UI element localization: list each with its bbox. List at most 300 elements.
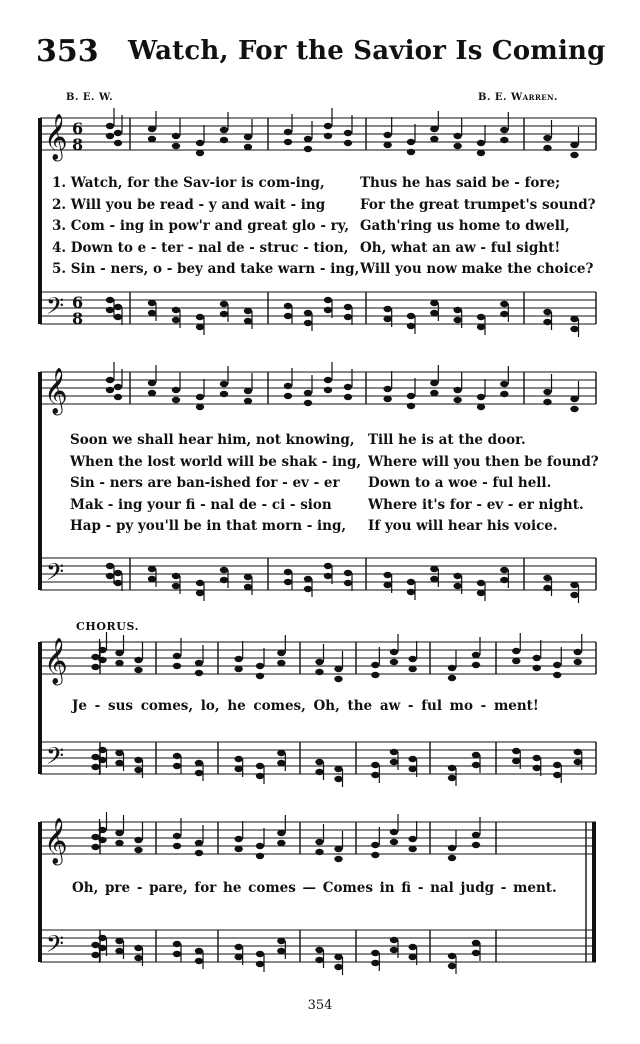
note-head — [324, 307, 332, 313]
note-head — [195, 850, 203, 856]
note-head — [390, 947, 398, 953]
note-head — [390, 659, 398, 665]
note-head — [574, 759, 582, 765]
note-head — [408, 766, 416, 772]
verse-line: 4. Down to e - ter - nal de - struc - tion, Oh, what an aw - ful sight! — [52, 239, 561, 256]
note-head — [344, 570, 352, 576]
note-head — [390, 937, 398, 943]
note-head — [284, 303, 292, 309]
note-head — [304, 136, 312, 142]
note-head — [195, 948, 203, 954]
note-head — [477, 140, 485, 146]
note-head — [477, 150, 485, 156]
note-head — [134, 767, 142, 773]
bass-staff-1 — [40, 292, 596, 324]
note-head — [173, 951, 181, 957]
note-head — [91, 764, 99, 770]
note-head — [512, 748, 520, 754]
note-head — [114, 570, 122, 576]
note-head — [114, 140, 122, 146]
note-head — [172, 573, 180, 579]
note-head — [408, 666, 416, 672]
note-head — [148, 566, 156, 572]
note-head — [315, 659, 323, 665]
note-head — [173, 763, 181, 769]
note-head — [448, 845, 456, 851]
note-head — [543, 319, 551, 325]
note-head — [134, 945, 142, 951]
note-head — [453, 397, 461, 403]
note-head — [106, 563, 114, 569]
note-head — [115, 650, 123, 656]
note-head — [220, 127, 228, 133]
note-head — [148, 300, 156, 306]
note-head — [220, 381, 228, 387]
verse-line: When the lost world will be shak - ing, Where will you then be found? — [70, 453, 599, 470]
note-head — [453, 307, 461, 313]
note-head — [344, 130, 352, 136]
note-head — [173, 753, 181, 759]
note-head — [383, 396, 391, 402]
note-head — [315, 839, 323, 845]
note-head — [172, 397, 180, 403]
note-head — [477, 324, 485, 330]
note-head — [324, 377, 332, 383]
note-head — [500, 381, 508, 387]
note-head — [148, 126, 156, 132]
note-head — [453, 143, 461, 149]
note-head — [172, 133, 180, 139]
note-head — [407, 393, 415, 399]
verse-line: Sin - ners are ban-ished for - ev - er Down to a woe - ful hell. — [70, 475, 552, 491]
note-head — [533, 765, 541, 771]
note-head — [334, 776, 342, 782]
note-head — [98, 747, 106, 753]
note-head — [453, 573, 461, 579]
note-head — [284, 383, 292, 389]
note-head — [195, 670, 203, 676]
note-head — [574, 749, 582, 755]
note-head — [315, 957, 323, 963]
note-head — [304, 576, 312, 582]
note-head — [324, 563, 332, 569]
note-head — [512, 648, 520, 654]
note-head — [383, 306, 391, 312]
note-head — [430, 390, 438, 396]
verse-line: Hap - py you'll be in that morn - ing, If you will hear his voice. — [70, 518, 558, 534]
note-head — [234, 954, 242, 960]
note-head — [106, 387, 114, 393]
note-head — [91, 654, 99, 660]
note-head — [91, 952, 99, 958]
note-head — [500, 137, 508, 143]
note-head — [383, 572, 391, 578]
note-head — [277, 750, 285, 756]
note-head — [570, 152, 578, 158]
note-head — [430, 566, 438, 572]
note-head — [371, 772, 379, 778]
note-head — [115, 948, 123, 954]
note-head — [407, 323, 415, 329]
bass-clef-icon: 𝄢 — [46, 930, 65, 963]
note-head — [114, 384, 122, 390]
note-head — [115, 760, 123, 766]
note-head — [284, 569, 292, 575]
note-head — [277, 650, 285, 656]
note-head — [172, 387, 180, 393]
note-head — [448, 855, 456, 861]
note-head — [570, 326, 578, 332]
note-head — [570, 582, 578, 588]
note-head — [234, 836, 242, 842]
note-head — [196, 590, 204, 596]
note-head — [315, 669, 323, 675]
time-signature-top: 6 — [72, 119, 84, 138]
note-head — [472, 832, 480, 838]
note-head — [543, 145, 551, 151]
hymn-header — [36, 34, 606, 74]
note-head — [472, 950, 480, 956]
note-head — [472, 842, 480, 848]
hymn-number: 353 — [36, 34, 99, 69]
verse-line: Soon we shall hear him, not knowing, Till he is at the door. — [70, 432, 526, 448]
note-head — [91, 834, 99, 840]
note-head — [430, 380, 438, 386]
note-head — [172, 317, 180, 323]
note-head — [408, 756, 416, 762]
note-head — [543, 585, 551, 591]
note-head — [304, 586, 312, 592]
note-head — [106, 377, 114, 383]
treble-clef-icon: 𝄞 — [44, 818, 68, 864]
note-head — [543, 389, 551, 395]
note-head — [408, 836, 416, 842]
note-head — [244, 574, 252, 580]
note-head — [304, 320, 312, 326]
note-head — [533, 655, 541, 661]
note-head — [500, 567, 508, 573]
note-head — [134, 955, 142, 961]
note-head — [304, 146, 312, 152]
note-head — [383, 582, 391, 588]
note-head — [195, 760, 203, 766]
note-head — [256, 853, 264, 859]
treble-staff-2 — [40, 372, 596, 404]
treble-staff-1 — [40, 118, 596, 150]
note-head — [195, 770, 203, 776]
note-head — [148, 136, 156, 142]
note-head — [448, 775, 456, 781]
note-head — [371, 672, 379, 678]
verse-lyrics-block-2 — [40, 430, 599, 538]
note-head — [256, 673, 264, 679]
note-head — [334, 964, 342, 970]
note-head — [344, 394, 352, 400]
note-head — [334, 954, 342, 960]
note-head — [114, 314, 122, 320]
note-head — [315, 849, 323, 855]
note-head — [334, 666, 342, 672]
composer-credit: B. E. Warren. — [478, 92, 559, 103]
note-head — [344, 580, 352, 586]
note-head — [284, 129, 292, 135]
note-head — [220, 301, 228, 307]
lyricist-credit: B. E. W. — [66, 92, 114, 103]
note-head — [448, 665, 456, 671]
note-head — [244, 308, 252, 314]
note-head — [574, 649, 582, 655]
note-head — [383, 142, 391, 148]
note-head — [196, 394, 204, 400]
note-head — [106, 307, 114, 313]
note-head — [543, 309, 551, 315]
note-head — [244, 144, 252, 150]
note-head — [408, 846, 416, 852]
note-head — [570, 406, 578, 412]
treble-clef-icon: 𝄞 — [44, 368, 68, 414]
note-head — [277, 760, 285, 766]
bass-clef-icon: 𝄢 — [46, 742, 65, 775]
treble-clef-icon: 𝄞 — [44, 114, 68, 160]
note-head — [115, 938, 123, 944]
note-head — [543, 575, 551, 581]
note-head — [173, 941, 181, 947]
note-head — [553, 662, 561, 668]
bass-staff-2 — [40, 558, 596, 590]
note-head — [134, 757, 142, 763]
note-head — [220, 311, 228, 317]
note-head — [173, 843, 181, 849]
treble-clef-icon: 𝄞 — [44, 638, 68, 684]
note-head — [244, 584, 252, 590]
note-head — [543, 399, 551, 405]
note-head — [430, 576, 438, 582]
note-head — [220, 567, 228, 573]
note-head — [91, 844, 99, 850]
note-head — [344, 304, 352, 310]
note-head — [196, 314, 204, 320]
bass-clef-icon: 𝄢 — [46, 558, 65, 591]
note-head — [553, 672, 561, 678]
note-head — [344, 140, 352, 146]
note-head — [284, 139, 292, 145]
note-head — [324, 297, 332, 303]
note-head — [453, 317, 461, 323]
note-head — [453, 583, 461, 589]
note-head — [234, 766, 242, 772]
note-head — [533, 665, 541, 671]
note-head — [448, 963, 456, 969]
note-head — [500, 301, 508, 307]
note-head — [173, 653, 181, 659]
note-head — [472, 652, 480, 658]
note-head — [371, 950, 379, 956]
note-head — [114, 394, 122, 400]
note-head — [407, 403, 415, 409]
note-head — [148, 390, 156, 396]
note-head — [234, 756, 242, 762]
note-head — [173, 833, 181, 839]
note-head — [195, 840, 203, 846]
note-head — [315, 759, 323, 765]
note-head — [256, 773, 264, 779]
note-head — [172, 143, 180, 149]
note-head — [500, 391, 508, 397]
note-head — [383, 386, 391, 392]
note-head — [244, 398, 252, 404]
note-head — [334, 676, 342, 682]
verse-lyrics-block-1 — [40, 173, 596, 281]
note-head — [453, 133, 461, 139]
note-head — [148, 310, 156, 316]
note-head — [512, 658, 520, 664]
note-head — [234, 846, 242, 852]
note-head — [196, 150, 204, 156]
note-head — [453, 387, 461, 393]
note-head — [196, 580, 204, 586]
hymn-title: Watch, For the Savior Is Coming — [128, 36, 606, 66]
note-head — [407, 139, 415, 145]
note-head — [500, 311, 508, 317]
note-head — [115, 750, 123, 756]
note-head — [256, 961, 264, 967]
note-head — [234, 944, 242, 950]
note-head — [315, 947, 323, 953]
note-head — [570, 592, 578, 598]
note-head — [114, 130, 122, 136]
note-head — [477, 314, 485, 320]
note-head — [244, 318, 252, 324]
note-head — [106, 297, 114, 303]
note-head — [472, 662, 480, 668]
note-head — [407, 589, 415, 595]
note-head — [196, 140, 204, 146]
note-head — [570, 316, 578, 322]
note-head — [477, 580, 485, 586]
note-head — [477, 394, 485, 400]
note-head — [277, 830, 285, 836]
note-head — [324, 387, 332, 393]
note-head — [277, 840, 285, 846]
note-head — [98, 935, 106, 941]
note-head — [533, 755, 541, 761]
time-signature-bottom: 8 — [72, 135, 84, 154]
note-head — [91, 942, 99, 948]
note-head — [371, 662, 379, 668]
note-head — [472, 940, 480, 946]
note-head — [553, 772, 561, 778]
bass-clef-icon: 𝄢 — [46, 292, 65, 325]
note-head — [472, 752, 480, 758]
note-head — [574, 659, 582, 665]
note-head — [477, 590, 485, 596]
note-head — [430, 126, 438, 132]
note-head — [477, 404, 485, 410]
note-head — [304, 310, 312, 316]
note-head — [196, 324, 204, 330]
note-head — [407, 149, 415, 155]
note-head — [115, 840, 123, 846]
note-head — [407, 313, 415, 319]
note-head — [430, 136, 438, 142]
verse-line: Mak - ing your fi - nal de - ci - sion Where it's for - ev - er night. — [70, 496, 584, 513]
note-head — [315, 769, 323, 775]
note-head — [371, 852, 379, 858]
note-head — [408, 656, 416, 662]
note-head — [277, 948, 285, 954]
note-head — [195, 660, 203, 666]
verse-line: 5. Sin - ners, o - bey and take warn - ing, Will you now make the choice? — [52, 261, 594, 277]
time-signature-bottom: 8 — [72, 309, 84, 328]
note-head — [408, 944, 416, 950]
note-head — [114, 580, 122, 586]
note-head — [344, 384, 352, 390]
note-head — [500, 577, 508, 583]
note-head — [543, 135, 551, 141]
note-head — [500, 127, 508, 133]
note-head — [371, 842, 379, 848]
note-head — [106, 123, 114, 129]
note-head — [553, 762, 561, 768]
verse-line: 2. Will you be read - y and wait - ing For the great trumpet's sound? — [52, 196, 596, 213]
note-head — [134, 657, 142, 663]
note-head — [304, 390, 312, 396]
note-head — [284, 579, 292, 585]
note-head — [472, 762, 480, 768]
note-head — [383, 316, 391, 322]
note-head — [304, 400, 312, 406]
note-head — [371, 762, 379, 768]
note-head — [448, 675, 456, 681]
note-head — [408, 954, 416, 960]
note-head — [148, 380, 156, 386]
note-head — [334, 846, 342, 852]
note-head — [344, 314, 352, 320]
note-head — [256, 951, 264, 957]
note-head — [195, 958, 203, 964]
note-head — [371, 960, 379, 966]
note-head — [390, 829, 398, 835]
note-head — [324, 573, 332, 579]
page-number: 354 — [307, 998, 333, 1013]
note-head — [448, 765, 456, 771]
note-head — [383, 132, 391, 138]
note-head — [115, 830, 123, 836]
note-head — [390, 649, 398, 655]
note-head — [390, 839, 398, 845]
note-head — [430, 310, 438, 316]
note-head — [172, 307, 180, 313]
note-head — [115, 660, 123, 666]
note-head — [91, 664, 99, 670]
note-head — [390, 749, 398, 755]
note-head — [407, 579, 415, 585]
note-head — [570, 396, 578, 402]
note-head — [277, 938, 285, 944]
note-head — [256, 663, 264, 669]
time-signature-top: 6 — [72, 293, 84, 312]
note-head — [570, 142, 578, 148]
note-head — [284, 393, 292, 399]
note-head — [430, 300, 438, 306]
note-head — [284, 313, 292, 319]
note-head — [220, 137, 228, 143]
note-head — [91, 754, 99, 760]
note-head — [277, 660, 285, 666]
note-head — [114, 304, 122, 310]
note-head — [390, 759, 398, 765]
note-head — [172, 583, 180, 589]
